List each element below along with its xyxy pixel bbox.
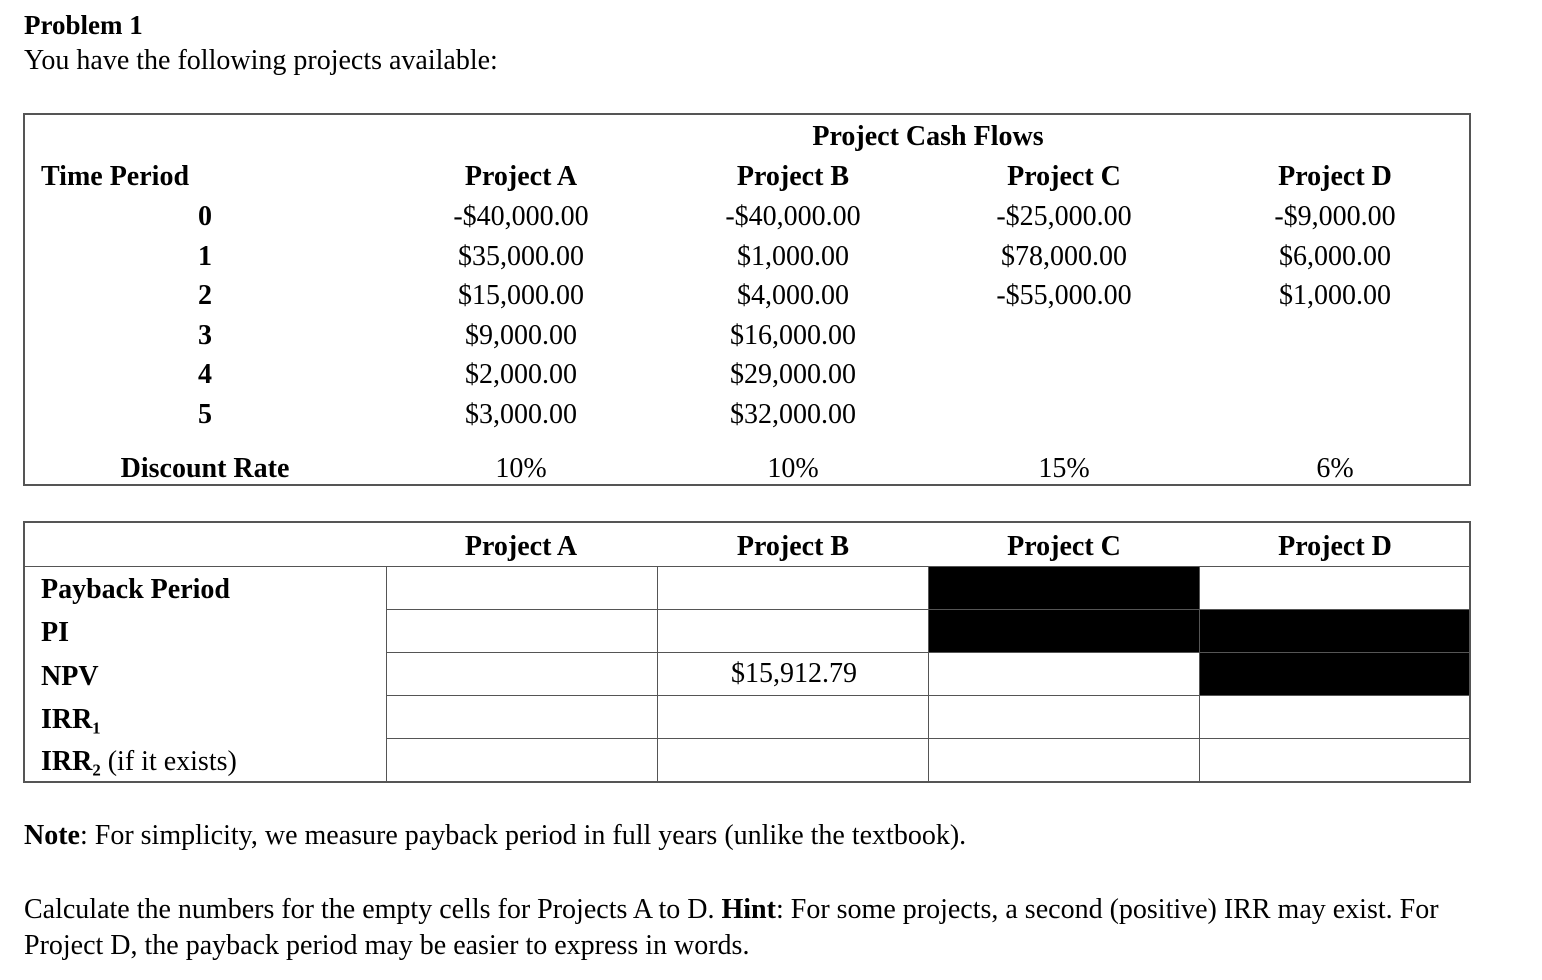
discount-rate-value: 10% (767, 453, 819, 484)
cash-flow-value: $29,000.00 (730, 359, 856, 390)
discount-rate-value: 15% (1038, 453, 1090, 484)
answer-cell-payback-d[interactable] (1199, 566, 1470, 610)
cash-flow-value: $78,000.00 (1001, 241, 1127, 272)
instructions-part2: : For some projects, a second (positive) IRR may exist. For Project D, the payback period may be easier to express in words. (24, 894, 1439, 961)
instructions-text (24, 892, 1514, 964)
cash-flow-value: -$40,000.00 (453, 201, 589, 232)
row-label-npv: NPV (41, 661, 99, 692)
answer-cell-irr2-b[interactable] (657, 738, 929, 782)
answer-cell-npv-a[interactable] (386, 652, 658, 696)
period-label: 5 (198, 399, 212, 430)
period-label: 3 (198, 320, 212, 351)
results-header-project-b: Project B (736, 531, 850, 562)
row-label-irr2-main: IRR₂ (41, 746, 101, 777)
cash-flow-value: $9,000.00 (465, 320, 577, 351)
answer-cell-irr1-b[interactable] (657, 695, 929, 739)
discount-rate-label: Discount Rate (120, 453, 290, 484)
blacked-cell-npv-d (1199, 652, 1470, 696)
blacked-cell-pi-c (928, 609, 1200, 653)
answer-cell-irr1-d[interactable] (1199, 695, 1470, 739)
answer-cell-irr2-a[interactable] (386, 738, 658, 782)
row-label-payback: Payback Period (41, 574, 230, 605)
time-period-header: Time Period (41, 161, 190, 192)
cf-header-project-d: Project D (1278, 161, 1392, 192)
cash-flow-value: -$55,000.00 (996, 280, 1132, 311)
cash-flow-value: $35,000.00 (458, 241, 584, 272)
answer-cell-irr2-d[interactable] (1199, 738, 1470, 782)
cash-flow-value: $32,000.00 (730, 399, 856, 430)
note-bold: Note (24, 820, 80, 851)
answer-cell-pi-a[interactable] (386, 609, 658, 653)
cash-flow-value: -$9,000.00 (1274, 201, 1396, 232)
answer-cell-irr1-c[interactable] (928, 695, 1200, 739)
answer-cell-irr1-a[interactable] (386, 695, 658, 739)
cash-flow-value: $6,000.00 (1279, 241, 1391, 272)
row-label-irr2-suffix: (if it exists) (100, 746, 237, 777)
discount-rate-value: 6% (1316, 453, 1354, 484)
cash-flows-title: Project Cash Flows (812, 121, 1044, 152)
results-header-project-a: Project A (464, 531, 578, 562)
answer-cell-payback-b[interactable] (657, 566, 929, 610)
cash-flow-value: $15,000.00 (458, 280, 584, 311)
npv-value-b: $15,912.79 (731, 658, 857, 689)
discount-rate-value: 10% (495, 453, 547, 484)
instructions-hint: Hint (721, 894, 776, 925)
cf-header-project-a: Project A (464, 161, 578, 192)
cf-header-project-b: Project B (736, 161, 850, 192)
answer-cell-irr2-c[interactable] (928, 738, 1200, 782)
intro-text: You have the following projects available: (24, 45, 498, 76)
cash-flow-value: $1,000.00 (1279, 280, 1391, 311)
period-label: 0 (198, 201, 212, 232)
period-label: 1 (198, 241, 212, 272)
note-text (24, 820, 966, 852)
note-body: : For simplicity, we measure payback period in full years (unlike the textbook). (79, 820, 967, 851)
cash-flow-value: $1,000.00 (737, 241, 849, 272)
cash-flow-value: $2,000.00 (465, 359, 577, 390)
row-label-pi: PI (41, 617, 69, 648)
cash-flow-value: -$25,000.00 (996, 201, 1132, 232)
answer-cell-npv-c[interactable] (928, 652, 1200, 696)
answer-cell-payback-a[interactable] (386, 566, 658, 610)
problem-heading: Problem 1 (24, 10, 143, 40)
answer-cell-npv-b[interactable] (657, 652, 929, 696)
instructions-part1: Calculate the numbers for the empty cells for Projects A to D. (24, 894, 722, 925)
cash-flow-value: $4,000.00 (737, 280, 849, 311)
row-label-irr1: IRR₁ (41, 704, 101, 735)
cash-flow-table (23, 113, 1471, 486)
period-label: 4 (198, 359, 212, 390)
results-header-project-d: Project D (1278, 531, 1392, 562)
cash-flow-value: -$40,000.00 (725, 201, 861, 232)
blacked-cell-pi-d (1199, 609, 1470, 653)
results-table (23, 521, 1471, 783)
cash-flow-value: $16,000.00 (730, 320, 856, 351)
row-label-irr2 (41, 746, 237, 778)
blacked-cell-payback-c (928, 566, 1200, 610)
period-label: 2 (198, 280, 212, 311)
answer-cell-pi-b[interactable] (657, 609, 929, 653)
cf-header-project-c: Project C (1007, 161, 1121, 192)
cash-flow-value: $3,000.00 (465, 399, 577, 430)
results-header-project-c: Project C (1007, 531, 1121, 562)
